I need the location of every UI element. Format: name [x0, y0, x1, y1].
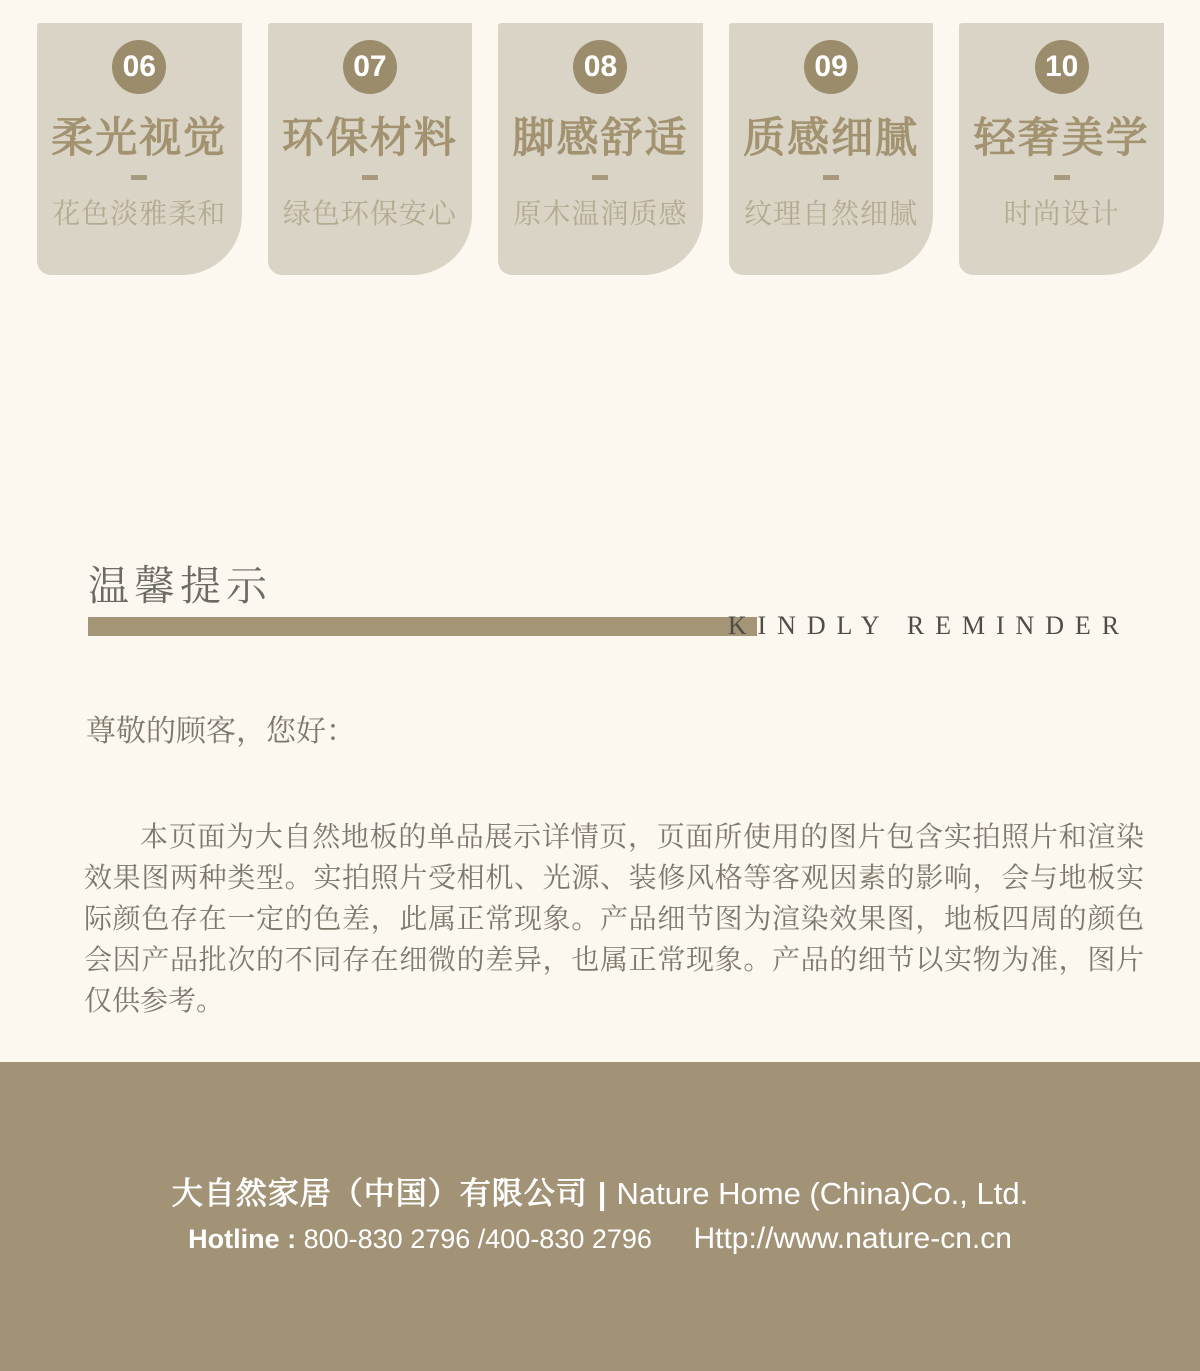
feature-title: 环保材料: [281, 114, 458, 161]
number-badge: 06: [112, 40, 166, 94]
feature-title: 质感细腻: [743, 114, 920, 161]
feature-card-eco-material: [268, 23, 473, 275]
feature-subtitle: 原木温润质感: [513, 198, 688, 229]
website-url: Http://www.nature-cn.cn: [693, 1222, 1012, 1255]
hotline-numbers: 800-830 2796 /400-830 2796: [303, 1224, 652, 1254]
footer-separator: |: [597, 1176, 607, 1211]
feature-card-row: [37, 23, 1164, 275]
section-title-en: KINDLY REMINDER: [727, 611, 1130, 640]
number-badge: 09: [804, 40, 858, 94]
feature-card-soft-visual: [37, 23, 242, 275]
number-badge: 10: [1035, 40, 1089, 94]
number-badge: 08: [573, 40, 627, 94]
footer-company-line: [0, 1062, 1200, 1212]
accent-bar: [88, 617, 757, 636]
feature-card-light-luxury: [959, 23, 1164, 275]
feature-subtitle: 花色淡雅柔和: [52, 198, 227, 229]
feature-title: 轻奢美学: [973, 114, 1150, 161]
divider-dash: [592, 175, 608, 180]
section-title-cn: 温馨提示: [88, 563, 272, 609]
company-name-en: Nature Home (China)Co., Ltd.: [616, 1176, 1029, 1211]
feature-subtitle: 时尚设计: [1003, 198, 1120, 229]
number-badge: 07: [343, 40, 397, 94]
feature-card-fine-texture: [729, 23, 934, 275]
company-name-cn: 大自然家居（中国）有限公司: [171, 1176, 588, 1211]
greeting-text: 尊敬的顾客，您好：: [86, 715, 356, 748]
feature-title: 柔光视觉: [51, 114, 228, 161]
feature-subtitle: 纹理自然细腻: [744, 198, 919, 229]
notice-paragraph: 本页面为大自然地板的单品展示详情页，页面所使用的图片包含实拍照片和渲染效果图两种类型。实拍照片受相机、光源、装修风格等客观因素的影响，会与地板实际颜色存在一定的色差，此属正常现象。产品细节图为渲染效果图，地板四周的颜色会因产品批次的不同存在细微的差异，也属正常现象。产品的细节以实物为准，图片仅供参考。: [84, 821, 1144, 1016]
feature-subtitle: 绿色环保安心: [282, 198, 457, 229]
divider-dash: [1054, 175, 1070, 180]
footer: [0, 1062, 1200, 1371]
divider-dash: [131, 175, 147, 180]
divider-dash: [362, 175, 378, 180]
hotline-label: Hotline :: [188, 1224, 297, 1254]
divider-dash: [823, 175, 839, 180]
footer-contact-line: [0, 1223, 1200, 1255]
feature-title: 脚感舒适: [512, 114, 689, 161]
feature-card-foot-comfort: [498, 23, 703, 275]
